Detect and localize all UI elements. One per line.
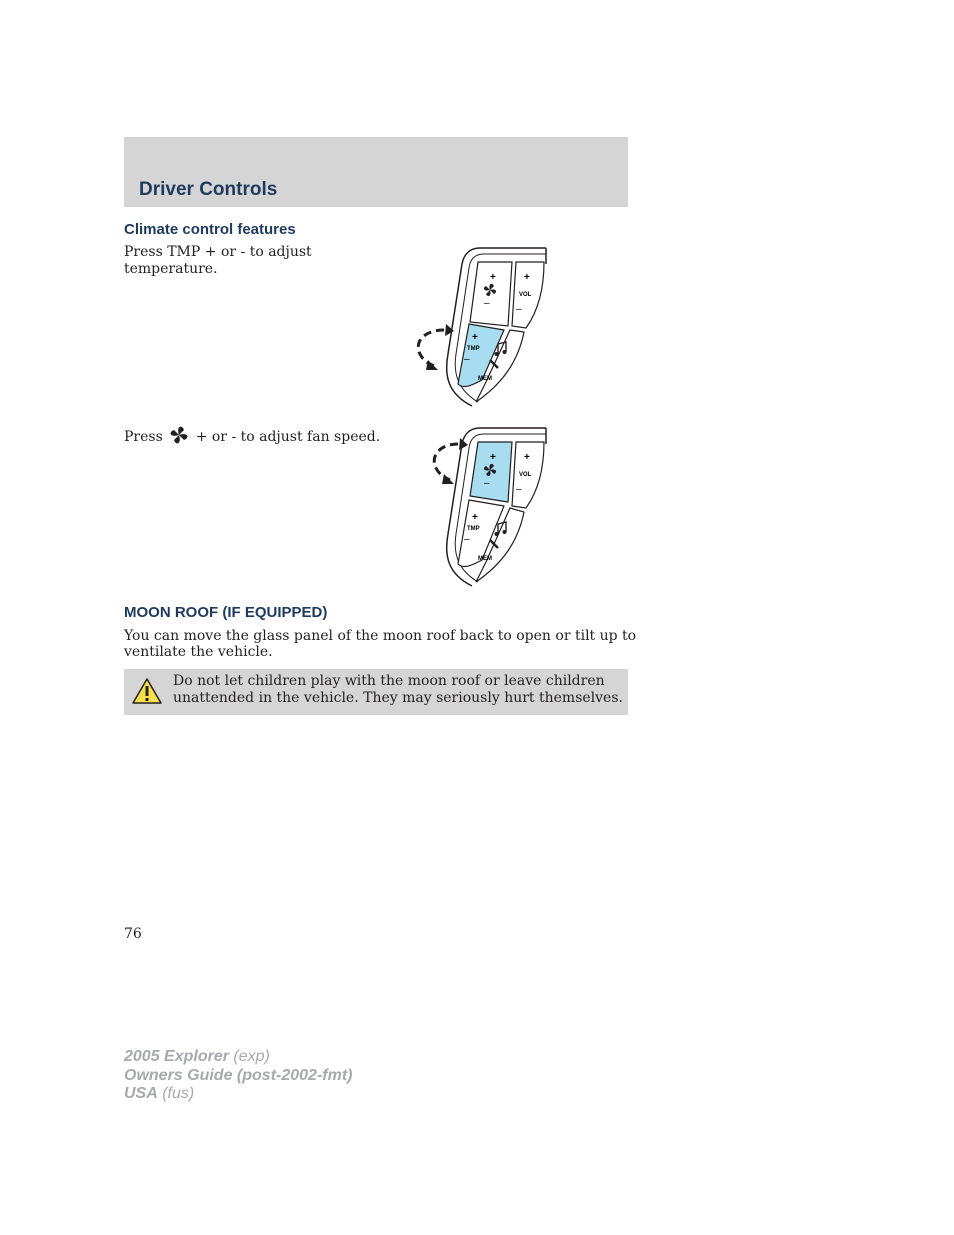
fan-plus: + <box>490 272 496 283</box>
steering-wheel-controls-fan-figure <box>412 424 552 590</box>
page-number: 76 <box>124 926 142 942</box>
section-header-band <box>124 137 628 207</box>
tmp-label: TMP <box>467 526 480 532</box>
tmp-minus: – <box>464 354 470 365</box>
footer-line2 <box>124 1067 352 1086</box>
footer-line3 <box>124 1085 352 1104</box>
warning-text-line1: Do not let children play with the moon roof or leave children <box>173 673 605 689</box>
fan-minus: – <box>484 298 490 309</box>
fan-instruction-prefix: Press <box>124 429 163 445</box>
vol-plus: + <box>524 452 530 463</box>
moonroof-heading: MOON ROOF (IF EQUIPPED) <box>124 604 328 621</box>
section-title: Driver Controls <box>139 179 278 200</box>
vol-label: VOL <box>519 292 532 298</box>
footer-market-code: (fus) <box>157 1085 195 1102</box>
vol-minus: – <box>516 304 522 315</box>
footer-market: USA <box>124 1085 158 1102</box>
moonroof-text-line2: ventilate the vehicle. <box>124 644 273 660</box>
warning-box <box>124 669 628 715</box>
mem-label: MEM <box>478 376 492 382</box>
fan-minus: – <box>484 478 490 489</box>
climate-heading: Climate control features <box>124 221 296 238</box>
tmp-label: TMP <box>467 346 480 352</box>
vol-minus: – <box>516 484 522 495</box>
warning-triangle-icon <box>131 677 163 705</box>
footer-line1 <box>124 1048 352 1067</box>
footer-model-code: (exp) <box>228 1048 270 1065</box>
warning-text <box>173 673 623 707</box>
tmp-instruction-line1: Press TMP + or - to adjust <box>124 244 312 260</box>
fan-instruction-suffix: + or - to adjust fan speed. <box>195 429 381 445</box>
steering-wheel-controls-tmp-figure <box>412 244 552 410</box>
footer-guide: Owners Guide (post-2002-fmt) <box>124 1066 353 1084</box>
footer-model: 2005 Explorer <box>124 1048 229 1065</box>
tmp-minus: – <box>464 534 470 545</box>
tmp-plus: + <box>472 512 478 523</box>
fan-instruction <box>124 425 380 446</box>
tmp-plus: + <box>472 332 478 343</box>
warning-text-line2: unattended in the vehicle. They may seriously hurt themselves. <box>173 690 623 706</box>
fan-plus: + <box>490 452 496 463</box>
vol-plus: + <box>524 272 530 283</box>
document-footer <box>124 1048 352 1104</box>
mem-label: MEM <box>478 556 492 562</box>
moonroof-text-line1: You can move the glass panel of the moon roof back to open or tilt up to <box>124 628 637 644</box>
tmp-instruction-line2: temperature. <box>124 261 218 277</box>
fan-pad-highlight <box>470 442 512 502</box>
vol-label: VOL <box>519 472 532 478</box>
curved-arrow-icon <box>434 438 468 484</box>
fan-speed-icon <box>169 425 189 445</box>
